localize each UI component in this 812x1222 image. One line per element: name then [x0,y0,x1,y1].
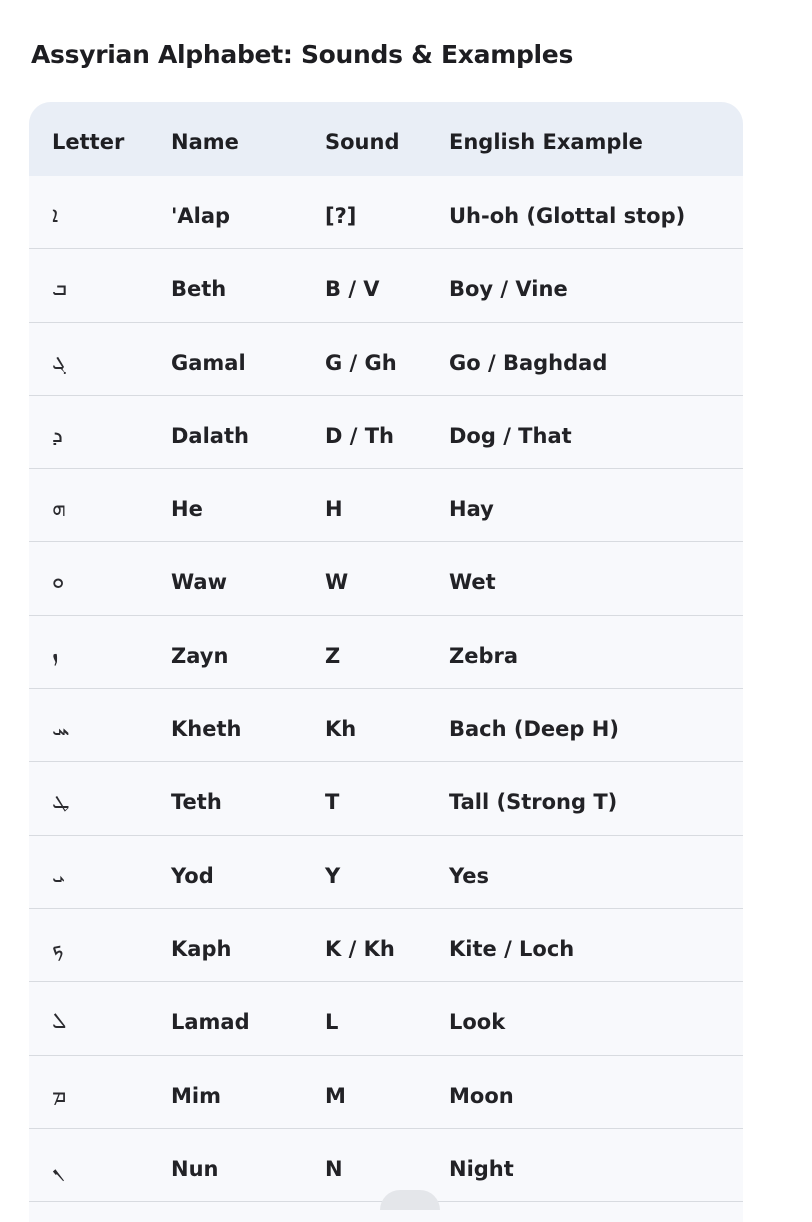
letter-name: Lamad [171,1010,250,1035]
letter-name: Gamal [171,350,246,375]
english-example: Dog / That [449,423,572,448]
table-row [29,542,743,615]
letter-glyph: ܝ [52,862,65,888]
english-example: Go / Baghdad [449,350,608,375]
english-example: Kite / Loch [449,936,575,961]
table-row [29,836,743,909]
english-example: Tall (Strong T) [449,790,618,815]
header-letter: Letter [52,130,125,154]
english-example: Zebra [449,643,519,668]
header-sound: Sound [325,130,400,154]
letter-glyph: ܕ [52,422,63,448]
alphabet-table [29,102,743,1222]
letter-sound: D / Th [325,423,394,448]
letter-name: Zayn [171,643,229,668]
english-example: Look [449,1010,506,1035]
table-row [29,982,743,1055]
letter-sound: T [325,790,340,815]
english-example: Boy / Vine [449,277,568,302]
letter-sound: L [325,1010,339,1035]
letter-glyph: ܙ [52,642,59,668]
letter-name: Waw [171,570,227,595]
english-example: Uh-oh (Glottal stop) [449,204,686,228]
letter-glyph: ܛ [52,789,70,815]
table-row [29,1056,743,1129]
english-example: Wet [449,570,496,595]
letter-name: Yod [171,863,214,888]
letter-name: Kaph [171,936,232,961]
letter-name: Mim [171,1083,221,1108]
header-english-example: English Example [449,130,643,154]
table-row [29,909,743,982]
letter-name: Beth [171,277,227,302]
letter-sound: Z [325,643,341,668]
table-row [29,323,743,396]
table-row [29,176,743,249]
letter-name: Dalath [171,423,249,448]
letter-glyph: ܗ [52,496,66,522]
table-body [29,176,743,1202]
page-title: Assyrian Alphabet: Sounds & Examples [31,40,574,69]
letter-sound: B / V [325,277,380,302]
letter-glyph: ܟ [52,935,64,961]
english-example: Night [449,1156,514,1181]
table-header [29,102,743,177]
letter-name: Kheth [171,717,242,742]
scroll-button-edge[interactable] [380,1190,440,1210]
table-row [29,762,743,835]
letter-sound: N [325,1156,343,1181]
letter-glyph: ܡ [52,1082,67,1108]
letter-sound: W [325,570,349,595]
table-row [29,469,743,542]
table-row [29,1129,743,1202]
letter-glyph: ܒ [52,276,68,302]
english-example: Bach (Deep H) [449,717,619,742]
table-row [29,689,743,762]
letter-glyph: ܢ [52,1155,65,1181]
letter-glyph: ܐ [52,203,59,228]
english-example: Yes [449,863,490,888]
letter-glyph: ܚ [52,716,70,742]
letter-sound: K / Kh [325,936,395,961]
letter-glyph: ܠ [52,1009,67,1035]
letter-glyph: ܘ [52,569,65,595]
table-row [29,616,743,689]
letter-glyph: ܓ [52,349,67,375]
letter-name: 'Alap [171,204,231,228]
english-example: Moon [449,1083,514,1108]
english-example: Hay [449,497,494,522]
letter-name: He [171,497,203,522]
letter-sound: M [325,1083,346,1108]
letter-sound: G / Gh [325,350,397,375]
table-row [29,396,743,469]
letter-sound: H [325,497,343,522]
letter-sound: [?] [325,204,357,228]
letter-sound: Y [325,863,341,888]
letter-name: Nun [171,1156,219,1181]
table-row [29,249,743,322]
letter-sound: Kh [325,717,357,742]
letter-name: Teth [171,790,222,815]
header-name: Name [171,130,239,154]
